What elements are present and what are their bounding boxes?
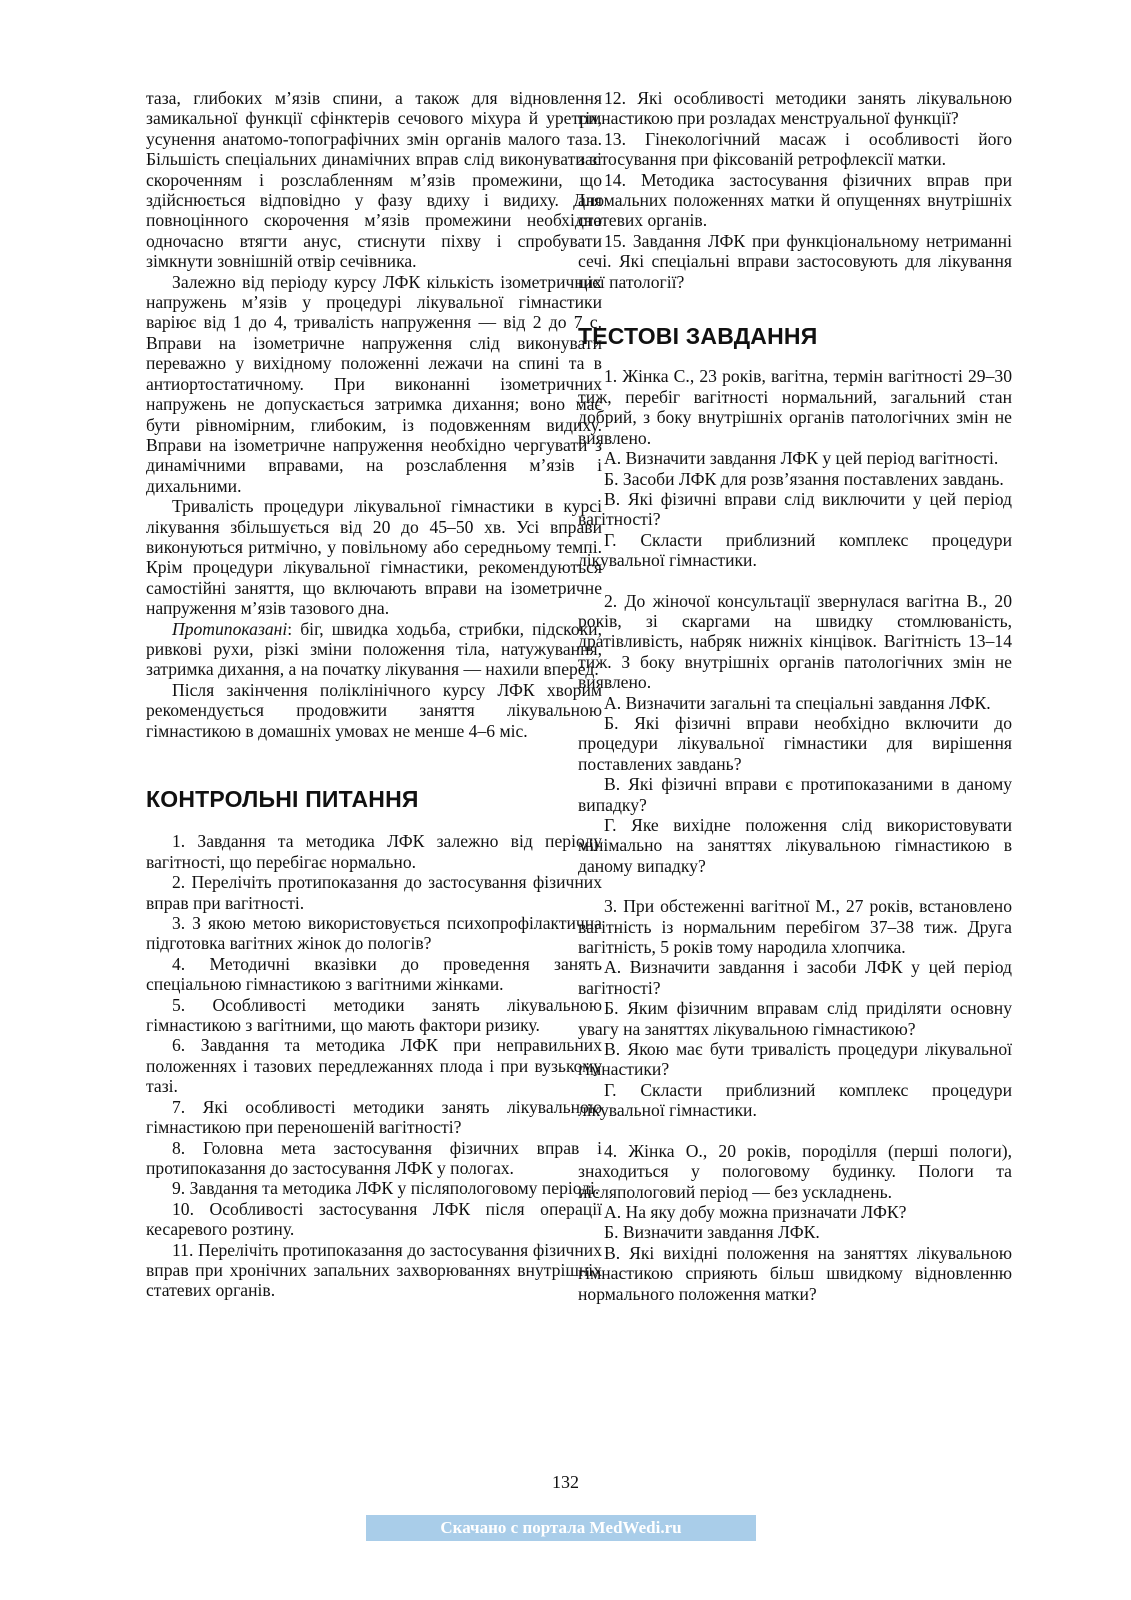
case-question: В. Якою має бути тривалість процедури лікувальної гімнастики?	[578, 1039, 1012, 1080]
case-statement: 4. Жінка О., 20 років, породілля (перші пологи), знаходиться у пологовому будинку. Пологи та післяпологовий період — без ускладнень.	[578, 1140, 1012, 1202]
question-item: 13. Гінекологічний масаж і особливості його застосування при фіксованій ретрофлексії матки.	[578, 128, 1012, 170]
question-item: 12. Які особливості методики занять лікувальною гімнастикою при розладах менструальної функції?	[578, 88, 1012, 129]
question-item: 1. Завдання та методика ЛФК залежно від періоду вагітності, що перебігає нормально.	[146, 831, 602, 872]
case-question: Г. Яке вихідне положення слід використовувати мінімально на заняттях лікувальною гімнастикою в даному випадку?	[578, 815, 1012, 876]
question-item: 9. Завдання та методика ЛФК у післяпологовому періоді.	[172, 1178, 600, 1199]
section-heading-control-questions: КОНТРОЛЬНІ ПИТАННЯ	[146, 786, 419, 812]
case-question: Б. Які фізичні вправи необхідно включити до процедури лікувальної гімнастики для вирішення поставлених завдань?	[578, 712, 1012, 774]
case-question: Б. Засоби ЛФК для розв’язання поставлених завдань.	[604, 468, 1004, 489]
test-case-4	[578, 1141, 1012, 1304]
body-paragraph: Тривалість процедури лікувальної гімнастики в курсі лікування збільшується від 20 до 45–50 хв. Усі вправи виконуються ритмічно, у повільному або середньому темпі. Крім процедури лікувальної гімнастики, рекомендуються самостійні заняття, що включають вправи на ізометричне напруження м’язів тазового дна.	[146, 496, 602, 619]
contraindications-text: : біг, швидка ходьба, стрибки, підскоки, ривкові рухи, різкі зміни положення тіла, натужування, затримка дихання, а на початку лікування — нахили вперед.	[146, 618, 602, 680]
watermark-banner: Скачано с портала MedWedi.ru	[366, 1515, 756, 1541]
question-item: 8. Головна мета застосування фізичних вправ і протипоказання до застосування ЛФК у пологах.	[146, 1137, 602, 1178]
page-number: 132	[552, 1472, 579, 1492]
question-item: 3. З якою метою використовується психопрофілактична підготовка вагітних жінок до пологів?	[146, 913, 602, 954]
body-paragraph: таза, глибоких м’язів спини, а також для відновлення замикальної функції сфінктерів сечового міхура й уретри, усунення анатомо-топографічних змін органів малого таза. Більшість спеціальних динамічних вправ слід виконувати зі скороченням і розслабленням м’язів промежини, що здійснюється відповідно у фазу вдиху і видиху. Для повноцінного скорочення м’язів промежини необхідно одночасно втягти анус, стиснути піхву і спробувати зімкнути зовнішній отвір сечівника.	[146, 88, 602, 272]
question-item: 5. Особливості методики занять лікувальною гімнастикою з вагітними, що мають фактори ризику.	[146, 994, 602, 1036]
case-question: Г. Скласти приблизний комплекс процедури лікувальної гімнастики.	[578, 1079, 1012, 1121]
contraindications-paragraph	[146, 619, 602, 680]
case-statement: 1. Жінка С., 23 років, вагітна, термін вагітності 29–30 тиж, перебіг вагітності нормальний, загальний стан добрий, з боку внутрішніх органів патологічних змін не виявлено.	[578, 366, 1012, 448]
case-question: А. Визначити завдання і засоби ЛФК у цей період вагітності?	[578, 957, 1012, 998]
case-question: В. Які фізичні вправи слід виключити у цей період вагітності?	[578, 488, 1012, 530]
section-heading-test-tasks: ТЕСТОВІ ЗАВДАННЯ	[578, 323, 818, 350]
case-question: Б. Яким фізичним вправам слід приділяти основну увагу на заняттях лікувальною гімнастикою?	[578, 998, 1012, 1039]
question-item: 11. Перелічіть протипоказання до застосування фізичних вправ при хронічних запальних захворюваннях внутрішніх статевих органів.	[146, 1239, 602, 1301]
question-item: 6. Завдання та методика ЛФК при неправильних положеннях і тазових передлежаннях плода і при вузькому тазі.	[146, 1035, 602, 1097]
case-question: А. На яку добу можна призначати ЛФК?	[604, 1201, 907, 1222]
case-question: Г. Скласти приблизний комплекс процедури лікувальної гімнастики.	[578, 529, 1012, 571]
case-statement: 3. При обстеженні вагітної М., 27 років, встановлено вагітність із нормальним перебігом 37–38 тиж. Друга вагітність, 5 років тому народила хлопчика.	[578, 896, 1012, 958]
question-item: 2. Перелічіть протипоказання до застосування фізичних вправ при вагітності.	[146, 872, 602, 913]
case-question: В. Які вихідні положення на заняттях лікувальною гімнастикою сприяють більш швидкому відновленню нормального положення матки?	[578, 1242, 1012, 1304]
case-question: А. Визначити загальні та спеціальні завдання ЛФК.	[604, 692, 991, 713]
question-item: 14. Методика застосування фізичних вправ при аномальних положеннях матки й опущеннях внутрішніх статевих органів.	[578, 169, 1012, 231]
question-item: 7. Які особливості методики занять лікувальною гімнастикою при переношеній вагітності?	[146, 1096, 602, 1138]
case-question: Б. Визначити завдання ЛФК.	[604, 1222, 820, 1243]
case-question: В. Які фізичні вправи є протипоказаними в даному випадку?	[578, 774, 1012, 815]
test-case-3	[578, 896, 1012, 1120]
contraindications-label: Протипоказані	[172, 618, 288, 639]
question-item: 10. Особливості застосування ЛФК після операції кесаревого розтину.	[146, 1198, 602, 1240]
right-column	[578, 88, 1012, 1304]
body-paragraph: Після закінчення поліклінічного курсу ЛФК хворим рекомендується продовжити заняття лікувальною гімнастикою в домашніх умовах не менше 4–6 міс.	[146, 679, 602, 741]
case-question: А. Визначити завдання ЛФК у цей період вагітності.	[604, 448, 999, 469]
test-case-1	[578, 366, 1012, 570]
question-item: 4. Методичні вказівки до проведення занять спеціальною гімнастикою з вагітними жінками.	[146, 953, 602, 995]
question-item: 15. Завдання ЛФК при функціональному нетриманні сечі. Які спеціальні вправи застосовують для лікування цієї патології?	[578, 230, 1012, 292]
case-statement: 2. До жіночої консультації звернулася вагітна В., 20 років, зі скаргами на швидку стомлюваність, дратівливість, набряк нижніх кінцівок. Вагітність 13–14 тиж. З боку внутрішніх органів патологічних змін не виявлено.	[578, 590, 1012, 693]
test-case-2	[578, 591, 1012, 877]
body-paragraph: Залежно від періоду курсу ЛФК кількість ізометричних напружень м’язів у процедурі лікувальної гімнастики варіює від 1 до 4, тривалість напруження — від 2 до 7 с. Вправи на ізометричне напруження слід виконувати переважно у вихідному положенні лежачи на спині та в антиортостатичному. При виконанні ізометричних напружень не допускається затримка дихання; воно має бути рівномірним, глибоким, із подовженням видиху. Вправи на ізометричне напруження необхідно чергувати з динамічними вправами, на розслаблення м’язів і дихальними.	[146, 271, 602, 496]
left-column	[146, 88, 602, 1301]
